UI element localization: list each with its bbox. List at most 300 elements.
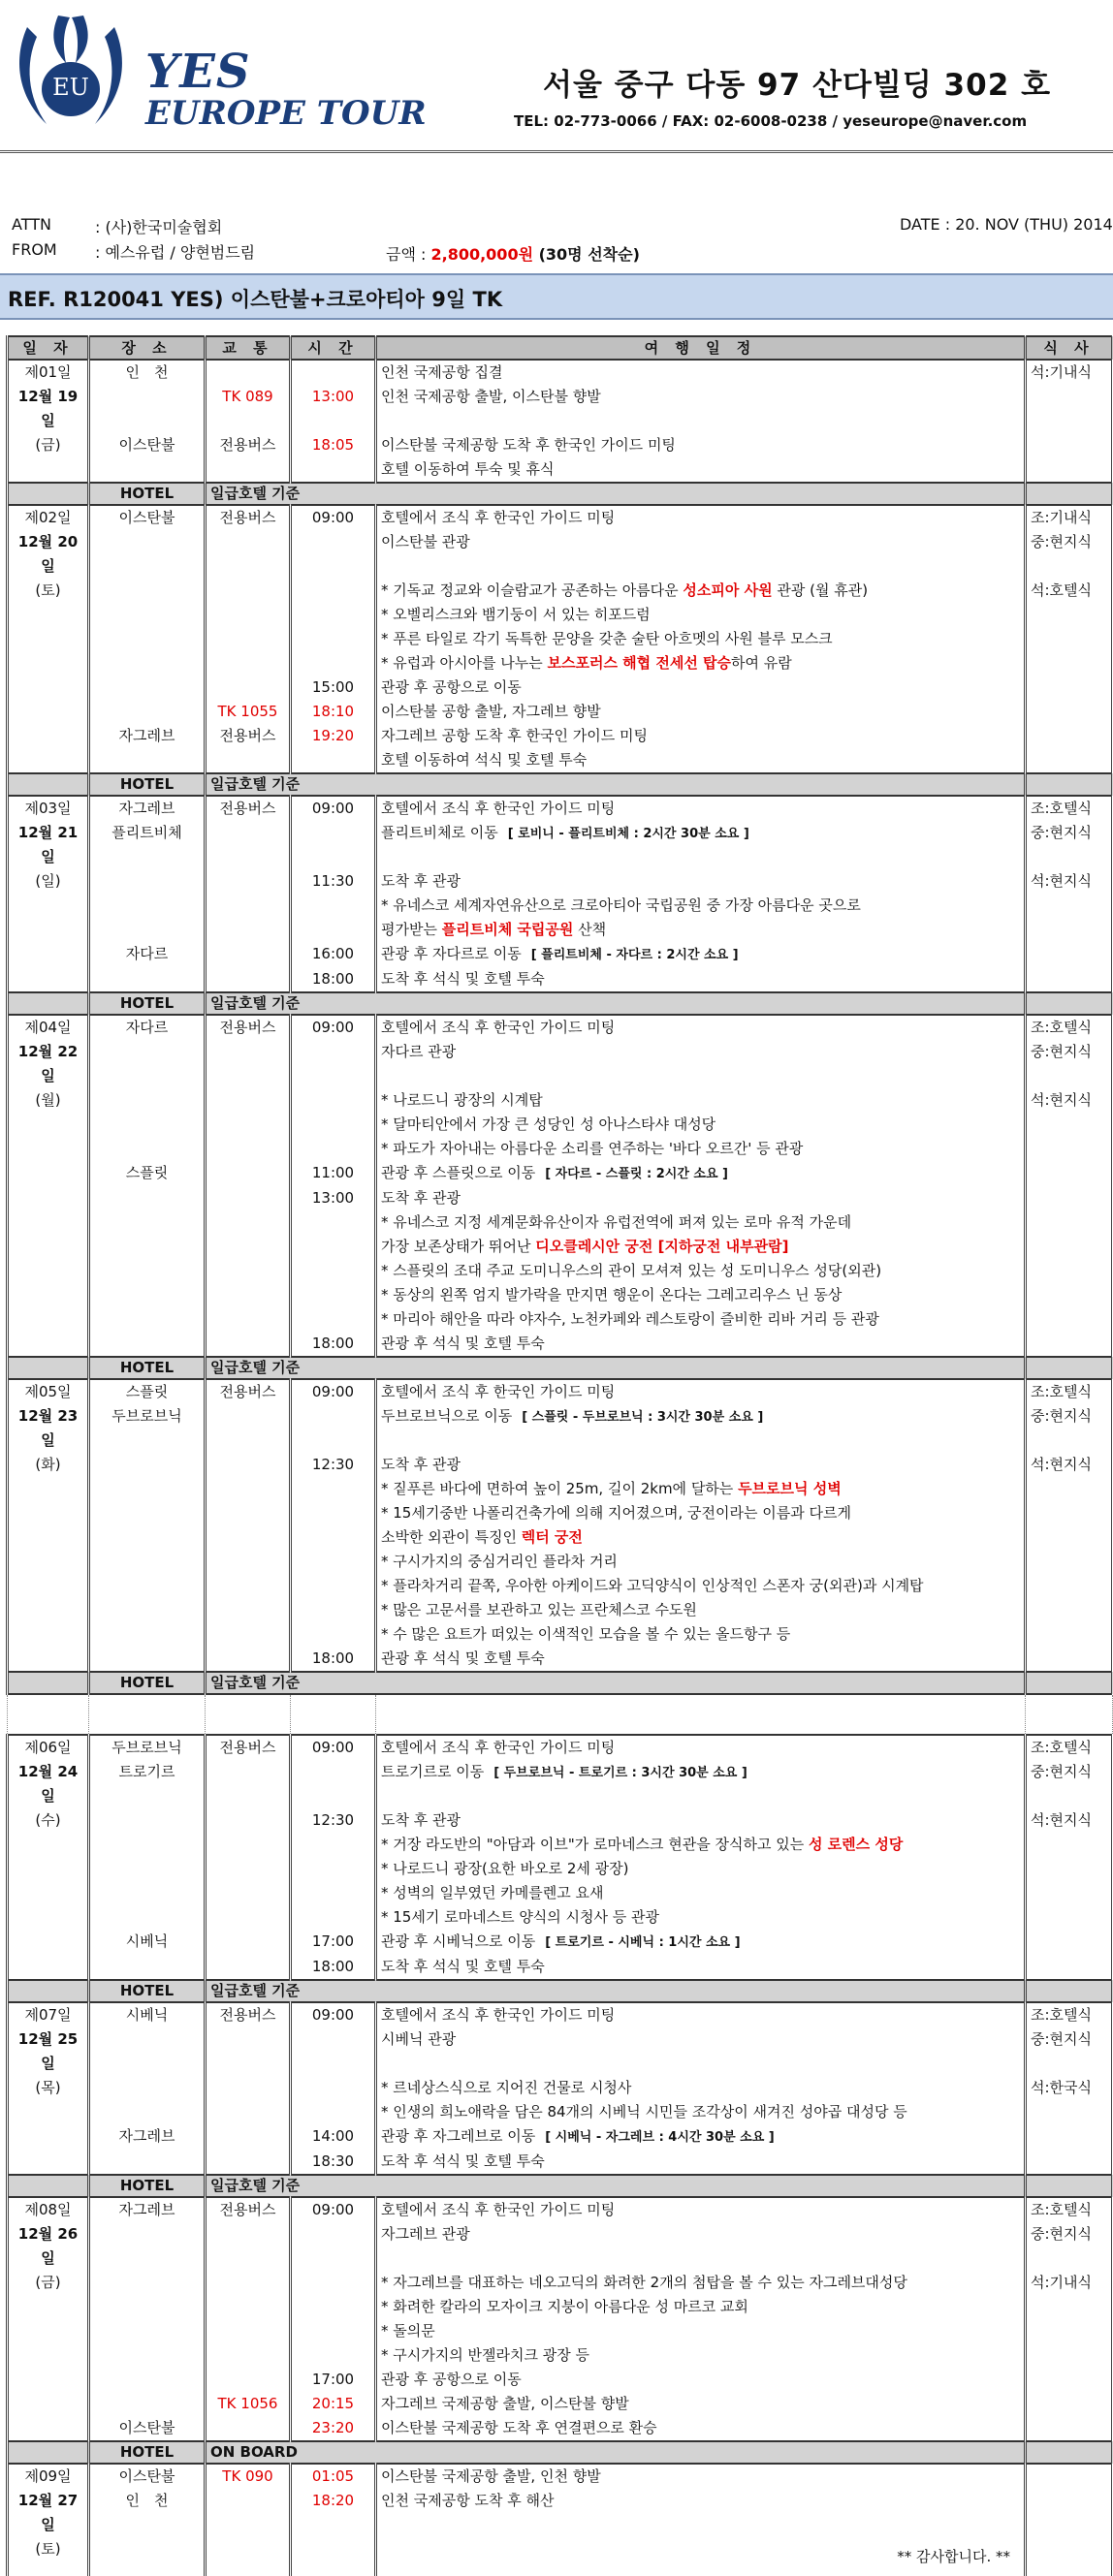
place-cell: 이스탄불 [89, 2464, 206, 2489]
transport-cell [206, 1186, 291, 1210]
place-cell [89, 1881, 206, 1905]
meal-cell: 중:현지식 [1026, 2027, 1113, 2076]
transport-cell [206, 2416, 291, 2441]
meal-cell [1026, 385, 1113, 433]
place-cell [89, 1477, 206, 1501]
meal-cell [1026, 1113, 1113, 1137]
time-cell [291, 1404, 376, 1453]
schedule-cell [376, 1647, 1026, 1672]
schedule-text: * 유네스코 세계자연유산으로 크로아티아 국립공원 중 가장 아름다운 곳으로 [381, 896, 861, 914]
place-cell: 두브로브닉 [89, 1735, 206, 1760]
time-cell [291, 1210, 376, 1235]
day-cell [8, 1881, 89, 1905]
place-cell [89, 579, 206, 603]
hotel-blank-cell [1026, 992, 1113, 1015]
place-cell: 플리트비체 [89, 821, 206, 869]
table-row [8, 360, 1113, 385]
schedule-text-tail: 하여 유람 [731, 654, 792, 672]
schedule-cell [376, 894, 1026, 918]
time-cell [291, 579, 376, 603]
place-cell [89, 1453, 206, 1477]
day-cell [8, 1307, 89, 1332]
table-row [8, 1647, 1113, 1672]
place-cell [89, 2076, 206, 2100]
schedule-text: 평가받는 [381, 921, 442, 938]
hotel-label: HOTEL [89, 1672, 206, 1694]
meal-cell [1026, 748, 1113, 773]
schedule-text: 자그레브 관광 [381, 2225, 470, 2243]
day-cell [8, 2100, 89, 2124]
schedule-cell [376, 1210, 1026, 1235]
transport-cell [206, 360, 291, 385]
schedule-cell [376, 603, 1026, 627]
table-row [8, 1259, 1113, 1283]
place-cell [89, 1040, 206, 1088]
schedule-cell [376, 651, 1026, 675]
transport-cell [206, 2343, 291, 2368]
day-cell: (금) [8, 433, 89, 457]
gap-cell [376, 1694, 1026, 1735]
place-cell [89, 748, 206, 773]
transport-cell [206, 1332, 291, 1357]
place-cell [89, 1622, 206, 1647]
place-cell [89, 1647, 206, 1672]
meal-cell [1026, 1501, 1113, 1525]
brand-line2: EUROPE TOUR [145, 94, 427, 133]
schedule-text: 이스탄불 국제공항 출발, 인천 향발 [381, 2467, 601, 2485]
place-cell [89, 603, 206, 627]
hotel-row [8, 2441, 1113, 2464]
schedule-highlight: 성소피아 사원 [683, 581, 773, 599]
time-cell [291, 360, 376, 385]
place-cell: 이스탄불 [89, 433, 206, 457]
time-cell [291, 627, 376, 651]
time-cell: 23:20 [291, 2416, 376, 2441]
time-cell [291, 1622, 376, 1647]
schedule-text: 관광 후 공항으로 이동 [381, 2371, 522, 2388]
schedule-cell [376, 918, 1026, 942]
schedule-cell [376, 700, 1026, 724]
schedule-text: * 거장 라도반의 "아담과 이브"가 로마네스크 현관을 장식하고 있는 [381, 1836, 809, 1853]
transport-cell [206, 2537, 291, 2576]
brand-line1: YES [145, 45, 251, 99]
table-row [8, 700, 1113, 724]
hotel-row [8, 992, 1113, 1015]
table-row [8, 942, 1113, 967]
schedule-text: * 달마티안에서 가장 큰 성당인 성 아나스타샤 대성당 [381, 1115, 716, 1133]
transport-cell [206, 918, 291, 942]
hotel-blank-cell [8, 2175, 89, 2197]
schedule-cell [376, 2027, 1026, 2076]
place-cell: 인 천 [89, 2489, 206, 2537]
schedule-text: 도착 후 관광 [381, 1811, 461, 1829]
table-row [8, 457, 1113, 483]
schedule-cell [376, 1735, 1026, 1760]
col-transport: 교 통 [206, 336, 291, 360]
meal-cell [1026, 1574, 1113, 1598]
schedule-highlight: 보스포러스 해협 전세선 탑승 [547, 654, 732, 672]
gap-cell [291, 1694, 376, 1735]
from-label: FROM [12, 240, 57, 259]
schedule-text: * 마리아 해안을 따라 야자수, 노천카페와 레스토랑이 즐비한 리바 거리 등 관광 [381, 1310, 879, 1328]
table-row [8, 1113, 1113, 1137]
schedule-text: 이스탄불 국제공항 도착 후 연결편으로 환승 [381, 2419, 657, 2436]
place-cell [89, 1113, 206, 1137]
day-cell [8, 942, 89, 967]
day-cell: 제03일 [8, 796, 89, 821]
day-cell [8, 1113, 89, 1137]
transport-cell: 전용버스 [206, 796, 291, 821]
transport-cell [206, 1137, 291, 1161]
table-row [8, 1137, 1113, 1161]
meal-cell [1026, 1857, 1113, 1881]
time-cell [291, 2027, 376, 2076]
schedule-cell [376, 1307, 1026, 1332]
schedule-text: * 돌의문 [381, 2322, 435, 2340]
transport-cell: 전용버스 [206, 1015, 291, 1040]
table-row [8, 2295, 1113, 2319]
table-row [8, 1808, 1113, 1833]
day-cell [8, 1501, 89, 1525]
schedule-text: 도착 후 관광 [381, 872, 461, 890]
transport-cell [206, 1501, 291, 1525]
hotel-row [8, 1357, 1113, 1379]
day-cell [8, 1833, 89, 1857]
table-row [8, 1379, 1113, 1404]
schedule-text: 자그레브 공항 도착 후 한국인 가이드 미팅 [381, 727, 648, 744]
place-cell [89, 2343, 206, 2368]
transport-cell [206, 2319, 291, 2343]
time-cell: 18:30 [291, 2150, 376, 2175]
schedule-cell [376, 2464, 1026, 2489]
schedule-cell [376, 2002, 1026, 2027]
meal-cell: 석:기내식 [1026, 360, 1113, 385]
schedule-cell [376, 1283, 1026, 1307]
place-cell [89, 651, 206, 675]
place-cell [89, 457, 206, 483]
schedule-cell [376, 1833, 1026, 1857]
transport-cell [206, 530, 291, 579]
hotel-label: HOTEL [89, 483, 206, 505]
schedule-text-tail: 관광 (월 휴관) [772, 581, 869, 599]
schedule-highlight: 두브로브닉 성벽 [738, 1480, 842, 1497]
transport-cell [206, 894, 291, 918]
place-cell [89, 1210, 206, 1235]
time-cell [291, 894, 376, 918]
place-cell [89, 1955, 206, 1980]
meal-cell [1026, 627, 1113, 651]
schedule-cell [376, 385, 1026, 433]
schedule-cell [376, 2319, 1026, 2343]
table-row [8, 1760, 1113, 1808]
schedule-cell [376, 1040, 1026, 1088]
schedule-cell [376, 2222, 1026, 2271]
hotel-blank-cell [1026, 483, 1113, 505]
transport-cell [206, 1235, 291, 1259]
meal-cell: 석:현지식 [1026, 869, 1113, 894]
meal-cell [1026, 1186, 1113, 1210]
time-cell: 15:00 [291, 675, 376, 700]
day-cell: (일) [8, 869, 89, 894]
table-row [8, 1404, 1113, 1453]
schedule-cell [376, 1760, 1026, 1808]
meal-cell: 중:현지식 [1026, 1404, 1113, 1453]
thanks-note: ** 감사합니다. ** [897, 2548, 1010, 2565]
meal-cell [1026, 894, 1113, 918]
schedule-text: 플리트비체로 이동 [381, 824, 498, 841]
schedule-text: 도착 후 석식 및 호텔 투숙 [381, 2152, 545, 2170]
time-cell [291, 1857, 376, 1881]
schedule-text: 인천 국제공항 집결 [381, 363, 503, 381]
place-cell [89, 1332, 206, 1357]
col-date: 일 자 [8, 336, 89, 360]
schedule-text: 관광 후 공항으로 이동 [381, 678, 522, 696]
day-cell: 12월 24일 [8, 1760, 89, 1808]
transport-cell [206, 1259, 291, 1283]
meal-cell [1026, 1930, 1113, 1955]
schedule-cell [376, 869, 1026, 894]
day-cell [8, 918, 89, 942]
time-cell: 18:10 [291, 700, 376, 724]
meal-cell [1026, 457, 1113, 483]
place-cell [89, 2271, 206, 2295]
hotel-info: 일급호텔 기준 [206, 992, 1026, 1015]
meal-cell [1026, 700, 1113, 724]
transport-cell: TK 1056 [206, 2392, 291, 2416]
hotel-label: HOTEL [89, 2175, 206, 2197]
table-row [8, 1833, 1113, 1857]
transport-cell [206, 2222, 291, 2271]
time-cell [291, 2076, 376, 2100]
table-row [8, 2100, 1113, 2124]
schedule-cell [376, 942, 1026, 967]
place-cell [89, 1550, 206, 1574]
hotel-row [8, 1980, 1113, 2002]
schedule-cell [376, 1088, 1026, 1113]
time-cell: 09:00 [291, 505, 376, 530]
schedule-cell [376, 821, 1026, 869]
table-row [8, 2537, 1113, 2576]
schedule-cell [376, 1598, 1026, 1622]
transport-cell [206, 1040, 291, 1088]
schedule-text: 관광 후 석식 및 호텔 투숙 [381, 1335, 545, 1352]
transport-cell: 전용버스 [206, 724, 291, 748]
transport-cell [206, 2295, 291, 2319]
time-cell [291, 2271, 376, 2295]
table-row [8, 894, 1113, 918]
day-cell [8, 1332, 89, 1357]
day-cell: 제09일 [8, 2464, 89, 2489]
meal-cell: 중:현지식 [1026, 1760, 1113, 1808]
day-cell: 12월 20일 [8, 530, 89, 579]
place-cell [89, 2100, 206, 2124]
place-cell [89, 2368, 206, 2392]
day-cell: 12월 27일 [8, 2489, 89, 2537]
transport-cell [206, 1161, 291, 1186]
reference-bar [0, 273, 1113, 320]
transport-cell [206, 1622, 291, 1647]
hotel-blank-cell [1026, 1980, 1113, 2002]
hotel-blank-cell [8, 2441, 89, 2464]
meal-cell: 석:현지식 [1026, 1088, 1113, 1113]
place-cell [89, 1833, 206, 1857]
transport-cell [206, 1550, 291, 1574]
transport-cell [206, 1113, 291, 1137]
meal-cell [1026, 1647, 1113, 1672]
hotel-info: 일급호텔 기준 [206, 1980, 1026, 2002]
time-cell [291, 1833, 376, 1857]
table-header-row [8, 336, 1113, 360]
schedule-cell [376, 1404, 1026, 1453]
travel-time-note: [ 플리트비체 - 자다르 : 2시간 소요 ] [530, 948, 739, 962]
schedule-cell [376, 1161, 1026, 1186]
table-row [8, 1283, 1113, 1307]
meal-cell [1026, 1210, 1113, 1235]
place-cell: 자그레브 [89, 2197, 206, 2222]
transport-cell [206, 748, 291, 773]
transport-cell [206, 1833, 291, 1857]
transport-cell [206, 2124, 291, 2150]
day-cell [8, 2319, 89, 2343]
meal-cell [1026, 675, 1113, 700]
day-cell [8, 1598, 89, 1622]
table-row [8, 385, 1113, 433]
day-cell: (목) [8, 2076, 89, 2100]
schedule-text: 관광 후 시베닉으로 이동 [381, 1932, 536, 1950]
meal-cell: 석:현지식 [1026, 1453, 1113, 1477]
table-row [8, 2392, 1113, 2416]
time-cell: 18:00 [291, 1332, 376, 1357]
gap-cell [1026, 1694, 1113, 1735]
day-cell: 제05일 [8, 1379, 89, 1404]
table-row [8, 1905, 1113, 1930]
meal-cell [1026, 2343, 1113, 2368]
meal-cell [1026, 2319, 1113, 2343]
table-row [8, 2416, 1113, 2441]
transport-cell [206, 1307, 291, 1332]
schedule-cell [376, 967, 1026, 992]
day-cell [8, 1477, 89, 1501]
hotel-row [8, 483, 1113, 505]
time-cell: 18:00 [291, 1955, 376, 1980]
meal-cell [1026, 603, 1113, 627]
schedule-cell [376, 1905, 1026, 1930]
day-cell: 12월 26일 [8, 2222, 89, 2271]
schedule-cell [376, 1332, 1026, 1357]
meal-cell [1026, 1525, 1113, 1550]
time-cell: 20:15 [291, 2392, 376, 2416]
meal-cell [1026, 2295, 1113, 2319]
meal-cell: 중:현지식 [1026, 1040, 1113, 1088]
schedule-text: 이스탄불 국제공항 도착 후 한국인 가이드 미팅 [381, 436, 676, 454]
place-cell [89, 1905, 206, 1930]
place-cell [89, 918, 206, 942]
price-note: (30명 선착순) [533, 245, 640, 264]
transport-cell [206, 1760, 291, 1808]
schedule-cell [376, 530, 1026, 579]
itinerary-table [6, 335, 1113, 2576]
time-cell: 18:00 [291, 1647, 376, 1672]
time-cell [291, 1550, 376, 1574]
col-schedule: 여 행 일 정 [376, 336, 1026, 360]
schedule-cell [376, 457, 1026, 483]
transport-cell [206, 2271, 291, 2295]
meal-cell: 석:한국식 [1026, 2076, 1113, 2100]
transport-cell [206, 1808, 291, 1833]
schedule-cell [376, 796, 1026, 821]
place-cell [89, 1283, 206, 1307]
place-cell [89, 1598, 206, 1622]
day-cell: (토) [8, 579, 89, 603]
meal-cell [1026, 1137, 1113, 1161]
meal-cell [1026, 1881, 1113, 1905]
table-row [8, 1307, 1113, 1332]
eu-logo-icon [8, 10, 134, 136]
transport-cell [206, 2027, 291, 2076]
day-cell [8, 967, 89, 992]
time-cell: 09:00 [291, 2197, 376, 2222]
time-cell [291, 1113, 376, 1137]
schedule-text: 도착 후 관광 [381, 1456, 461, 1473]
schedule-text: 인천 국제공항 도착 후 해산 [381, 2492, 555, 2509]
gap-cell [8, 1694, 89, 1735]
hotel-label: HOTEL [89, 1980, 206, 2002]
day-cell [8, 1622, 89, 1647]
place-cell [89, 627, 206, 651]
place-cell [89, 967, 206, 992]
schedule-text: * 화려한 칼라의 모자이크 지붕이 아름다운 성 마르코 교회 [381, 2298, 748, 2315]
schedule-cell [376, 1186, 1026, 1210]
day-cell [8, 603, 89, 627]
gap-cell [206, 1694, 291, 1735]
schedule-cell [376, 2343, 1026, 2368]
schedule-text: * 수 많은 요트가 떠있는 이색적인 모습을 볼 수 있는 올드항구 등 [381, 1625, 791, 1643]
time-cell [291, 1088, 376, 1113]
transport-cell: TK 090 [206, 2464, 291, 2489]
table-row [8, 1040, 1113, 1088]
table-row [8, 1477, 1113, 1501]
schedule-text: 이스탄불 관광 [381, 533, 470, 550]
place-cell [89, 1501, 206, 1525]
day-cell [8, 1955, 89, 1980]
col-time: 시 간 [291, 336, 376, 360]
time-cell: 11:00 [291, 1161, 376, 1186]
time-cell [291, 1477, 376, 1501]
table-row [8, 1525, 1113, 1550]
travel-time-note: [ 로비니 - 플리트비체 : 2시간 30분 소요 ] [507, 827, 749, 841]
schedule-text: 호텔에서 조식 후 한국인 가이드 미팅 [381, 1019, 616, 1036]
day-cell [8, 1235, 89, 1259]
price [386, 242, 640, 265]
place-cell [89, 1186, 206, 1210]
meal-cell [1026, 1598, 1113, 1622]
time-cell [291, 1760, 376, 1808]
transport-cell [206, 942, 291, 967]
transport-cell: 전용버스 [206, 1379, 291, 1404]
transport-cell [206, 603, 291, 627]
place-cell [89, 1857, 206, 1881]
hotel-blank-cell [8, 1672, 89, 1694]
schedule-cell [376, 675, 1026, 700]
table-row [8, 2464, 1113, 2489]
day-cell [8, 1930, 89, 1955]
schedule-cell [376, 1808, 1026, 1833]
place-cell [89, 1525, 206, 1550]
table-row [8, 2368, 1113, 2392]
table-row [8, 2027, 1113, 2076]
place-cell: 시베닉 [89, 1930, 206, 1955]
table-row [8, 1453, 1113, 1477]
